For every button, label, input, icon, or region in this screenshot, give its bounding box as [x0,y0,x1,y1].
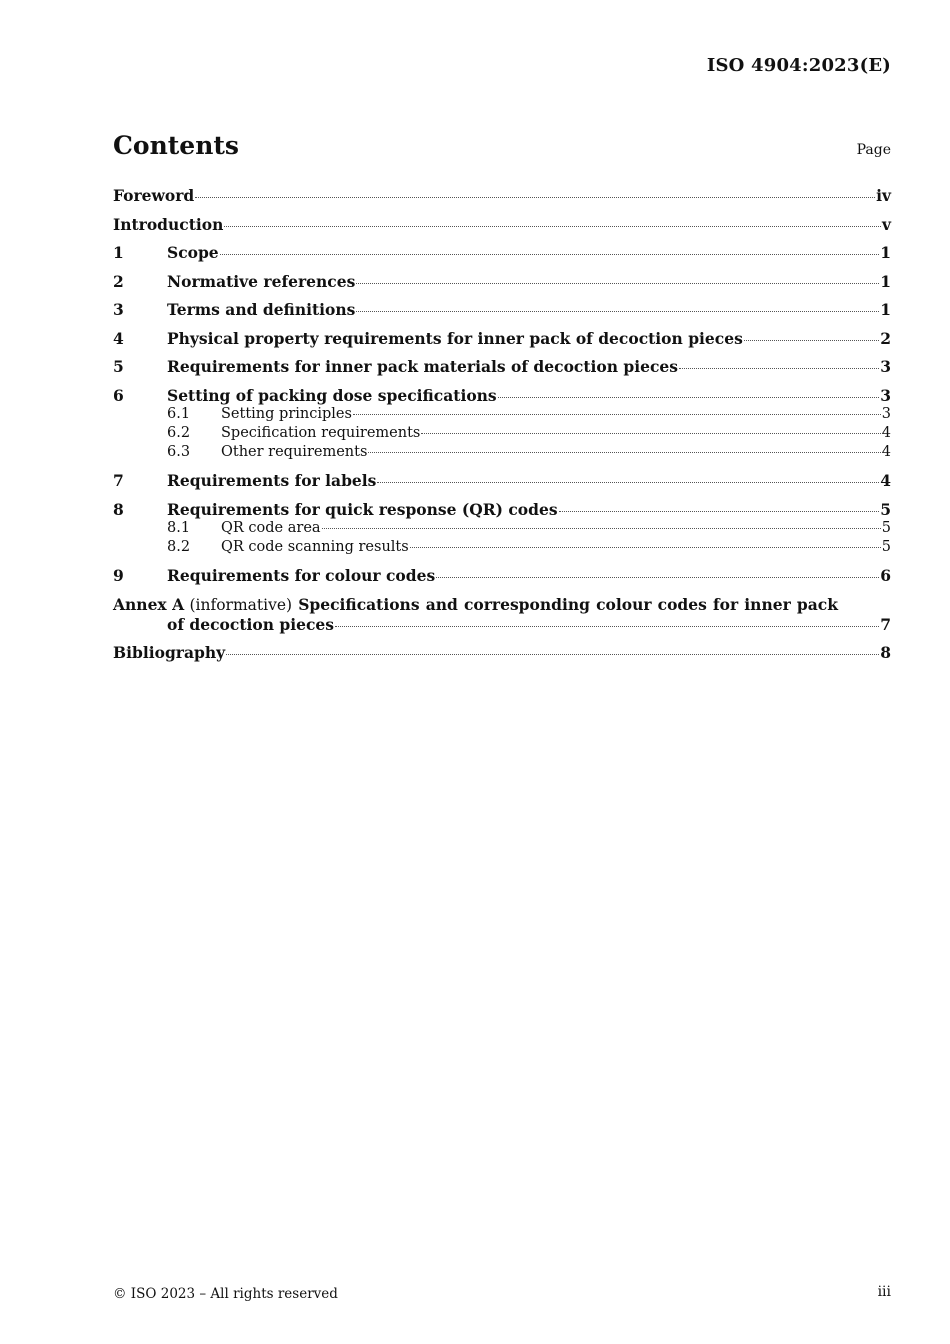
table-of-contents [113,186,891,663]
toc-entry-page: 5 [881,519,891,536]
toc-entry-title: Normative references [167,271,356,291]
toc-entry-introduction[interactable] [113,215,891,235]
toc-entry-title: Bibliography [113,643,226,662]
toc-entry-foreword[interactable] [113,186,891,206]
leader-dots [377,482,879,483]
toc-entry-page: 3 [881,405,891,422]
leader-dots [356,311,879,312]
toc-entry-number: 8 [113,499,124,519]
leader-dots [322,528,881,529]
toc-entry-6-2[interactable] [113,425,891,444]
annex-title-word: codes [657,594,707,614]
contents-title: Contents [113,131,240,160]
toc-entry-page: 7 [880,614,891,634]
toc-entry-page: 4 [880,471,891,490]
toc-entry-9[interactable] [113,566,891,586]
leader-dots [744,340,879,341]
toc-entry-number: 7 [113,471,124,490]
toc-entry-4[interactable] [113,329,891,349]
toc-entry-6-1[interactable] [113,406,891,425]
toc-entry-number: 9 [113,566,124,585]
annex-title-word: for [712,594,739,614]
toc-entry-number: 6.2 [167,424,191,441]
toc-entry-page: 6 [880,566,891,585]
toc-entry-title: QR code scanning results [221,538,409,555]
toc-entry-title: Foreword [113,186,195,205]
toc-entry-number: 6 [113,385,124,405]
annex-title-word: corresponding [463,594,590,614]
toc-entry-6[interactable] [113,386,891,406]
toc-entry-number: 3 [113,300,124,319]
annex-title-word: colour [596,594,652,614]
leader-dots [356,283,879,284]
toc-entry-page: 5 [881,538,891,555]
leader-dots [195,197,875,198]
leader-dots [436,577,879,578]
toc-entry-title: Other requirements [221,443,368,460]
leader-dots [498,397,880,398]
annex-title-line2: of decoction pieces [167,614,334,634]
toc-entry-title: Requirements for inner pack materials of decoction pieces [167,357,679,376]
leader-dots [224,226,881,227]
toc-entry-number: 5 [113,357,124,376]
toc-entry-1[interactable] [113,243,891,263]
leader-dots [421,433,880,434]
toc-entry-bibliography[interactable] [113,643,891,663]
toc-entry-6-3[interactable] [113,444,891,463]
annex-title-word: pack [796,594,838,614]
leader-dots [220,254,880,255]
toc-entry-page: 4 [881,443,891,460]
toc-entry-page: 1 [880,300,891,319]
toc-entry-page: 5 [880,499,891,519]
toc-entry-7[interactable] [113,471,891,491]
toc-entry-title: Setting principles [221,405,352,422]
toc-entry-title: Terms and definitions [167,300,356,319]
annex-type: (informative) [189,595,293,614]
toc-entry-number: 1 [113,243,124,262]
toc-entry-title: Specification requirements [221,424,421,441]
annex-title-word: and [425,594,458,614]
toc-entry-title: Requirements for quick response (QR) codes [167,499,558,519]
toc-entry-page: 8 [880,643,891,662]
toc-entry-title: QR code area [221,519,321,536]
page-column-label: Page [856,142,891,158]
toc-entry-number: 6.3 [167,443,191,460]
leader-dots [679,368,879,369]
toc-entry-title: Requirements for labels [167,471,377,490]
toc-entry-page: 3 [880,385,891,405]
toc-entry-8[interactable] [113,500,891,520]
toc-entry-number: 8.2 [167,538,191,555]
toc-entry-page: 2 [880,328,891,348]
toc-entry-number: 4 [113,328,124,348]
leader-dots [226,654,879,655]
leader-dots [335,626,879,627]
toc-entry-5[interactable] [113,357,891,377]
toc-entry-8-2[interactable] [113,539,891,558]
toc-entry-3[interactable] [113,300,891,320]
annex-title-word: inner [744,594,791,614]
toc-entry-number: 2 [113,271,124,291]
toc-entry-title: Setting of packing dose specifications [167,385,497,405]
page-number: iii [877,1284,891,1300]
toc-entry-number: 8.1 [167,519,191,536]
annex-title-word: Specifications [298,594,420,614]
copyright-notice: © ISO 2023 – All rights reserved [113,1286,338,1302]
document-id-header: ISO 4904:2023(E) [706,55,891,76]
toc-entry-page: 4 [881,424,891,441]
toc-entry-number: 6.1 [167,405,191,422]
toc-entry-title: Requirements for colour codes [167,566,436,585]
leader-dots [559,511,880,512]
toc-entry-2[interactable] [113,272,891,292]
toc-entry-title: Introduction [113,214,224,234]
toc-entry-title: Scope [167,243,219,262]
annex-label: Annex A (informative) [113,594,293,614]
toc-entry-page: 1 [880,243,891,262]
toc-entry-title: Physical property requirements for inner pack of decoction pieces [167,328,743,348]
toc-entry-page: iv [876,186,891,205]
toc-entry-page: v [881,214,891,234]
leader-dots [353,414,881,415]
toc-entry-page: 1 [880,271,891,291]
toc-entry-page: 3 [880,357,891,376]
leader-dots [410,547,881,548]
toc-entry-annex-a[interactable] [113,595,891,635]
leader-dots [368,452,880,453]
toc-entry-8-1[interactable] [113,520,891,539]
